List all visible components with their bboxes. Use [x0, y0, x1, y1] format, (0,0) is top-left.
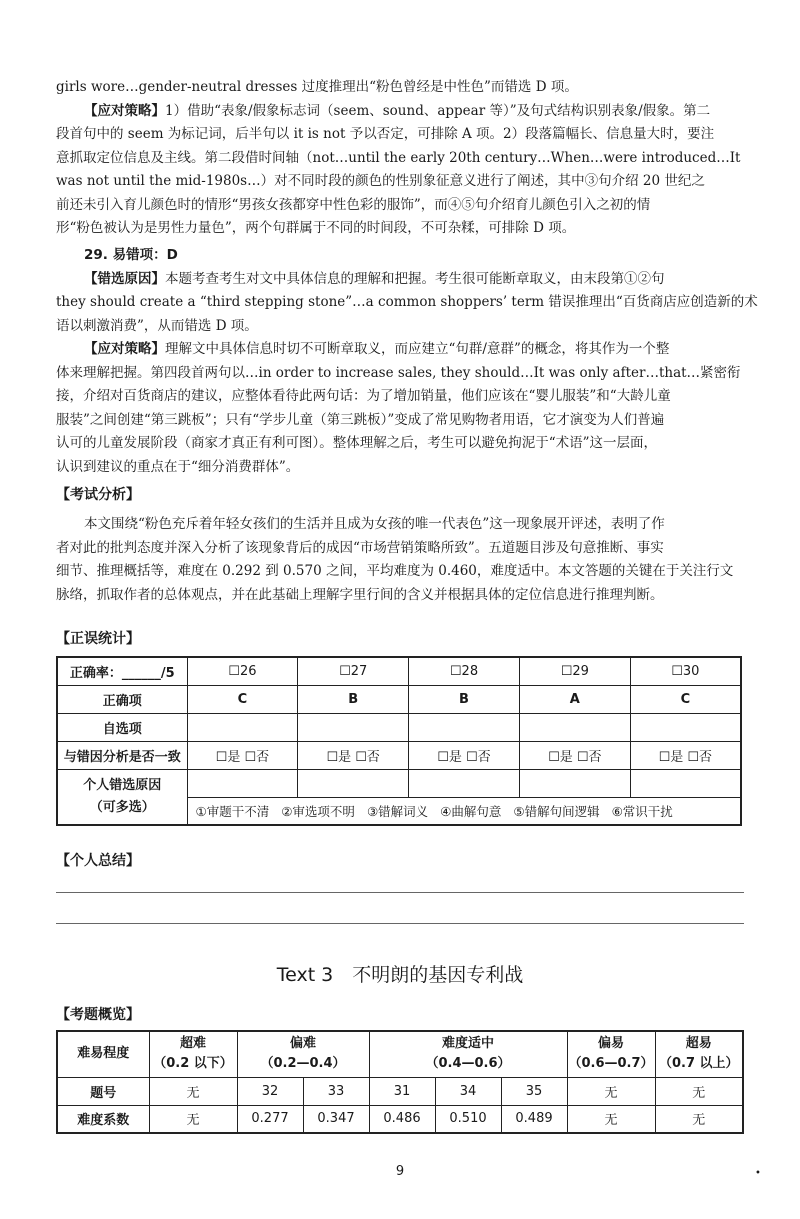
text-line: 意抓取定位信息及主线。第二段借时间轴（not…until the early 20th century…When…were introduced…It	[56, 149, 741, 166]
table-row	[57, 1077, 743, 1105]
level-range: （0.2—0.4）	[260, 1056, 346, 1072]
yes-no-checkbox[interactable]: ☐是 ☐否	[630, 741, 741, 769]
difficulty-row-label: 难易程度	[57, 1031, 149, 1077]
consistency-label: 与错因分析是否一致	[57, 741, 187, 769]
level-name: 偏难	[289, 1036, 316, 1052]
question-checkbox-27[interactable]: ☐27	[298, 657, 409, 685]
text-span: 本题考查考生对文中具体信息的理解和把握。考生很可能断章取义，由末段第①②句	[165, 270, 665, 287]
level-name: 偏易	[597, 1036, 624, 1052]
answer-cell: B	[409, 685, 520, 713]
reason-input[interactable]	[630, 769, 741, 797]
stats-table	[56, 656, 742, 826]
strategy-label: 【应对策略】	[84, 341, 165, 357]
reason-option[interactable]: ①审题干不清	[195, 803, 270, 819]
level-very-hard	[149, 1031, 237, 1077]
self-choice-input[interactable]	[187, 713, 298, 741]
text-line	[56, 268, 746, 292]
text-line: 语以刺激消费”，从而错选 D 项。	[56, 317, 258, 334]
text-line: 接，介绍对百货商店的建议，应整体看待此两句话：为了增加销量，他们应该在“婴儿服装”和“大龄儿童	[56, 388, 671, 404]
table-cell: 无	[567, 1105, 655, 1133]
reason-input[interactable]	[187, 769, 298, 797]
answer-cell: A	[519, 685, 630, 713]
answer-cell: C	[630, 685, 741, 713]
text-line: girls wore…gender-neutral dresses 过度推理出“粉色曾经是中性色”而错选 D 项。	[56, 79, 578, 95]
level-medium	[369, 1031, 567, 1077]
table-row	[57, 657, 741, 685]
level-name: 超易	[685, 1036, 712, 1052]
table-row	[57, 1105, 743, 1133]
self-choice-input[interactable]	[409, 713, 520, 741]
reason-option[interactable]: ⑥常识干扰	[611, 803, 673, 819]
reason-option[interactable]: ②审选项不明	[281, 803, 355, 819]
text-span: 理解文中具体信息时切不可断章取义，而应建立“句群/意群”的概念，将其作为一个整	[165, 341, 670, 357]
question-checkbox-29[interactable]: ☐29	[519, 657, 630, 685]
text-line: they should create a “third stepping stone”…a common shoppers’ term 错误推理出“百货商店应创造新的术	[56, 294, 758, 310]
reason-input[interactable]	[519, 769, 630, 797]
text-line: 细节、推理概括等，难度在 0.292 到 0.570 之间，平均难度为 0.460，难度适中。本文答题的关键在于关注行文	[56, 563, 734, 579]
text-span: 1）借助“表象/假象标志词（seem、sound、appear 等）”及句式结构识别表象/假象。第二	[165, 102, 711, 119]
strategy-paragraph-28	[56, 76, 746, 241]
question-29-block	[56, 244, 758, 479]
table-cell: 0.347	[303, 1105, 369, 1133]
table-cell: 31	[369, 1077, 435, 1105]
text-line: 本文围绕“粉色充斥着年轻女孩们的生活并且成为女孩的唯一代表色”这一现象展开评述，表明了作	[84, 516, 665, 532]
reason-option[interactable]: ④曲解句意	[440, 803, 502, 819]
level-very-easy	[655, 1031, 743, 1077]
yes-no-checkbox[interactable]: ☐是 ☐否	[298, 741, 409, 769]
reason-label-line: 个人错选原因	[83, 777, 162, 793]
table-cell: 无	[655, 1077, 743, 1105]
table-cell: 无	[149, 1105, 237, 1133]
level-name: 难度适中	[441, 1036, 494, 1052]
error-reason-label: 【错选原因】	[84, 270, 165, 287]
summary-heading: 【个人总结】	[56, 853, 140, 869]
text-line: 认可的儿童发展阶段（商家才真正有利可图）。整体理解之后，考生可以避免拘泥于“术语”这一层面，	[56, 435, 658, 451]
reason-label	[57, 769, 187, 825]
answer-label: 正确项	[57, 685, 187, 713]
table-cell: 无	[567, 1077, 655, 1105]
level-range: （0.7 以上）	[658, 1056, 739, 1072]
text-line: 前还未引入育儿颜色时的情形“男孩女孩都穿中性色彩的服饰”，而④⑤句介绍育儿颜色引入之初的情	[56, 196, 651, 213]
level-range: （0.2 以下）	[153, 1056, 233, 1072]
text-line	[56, 100, 746, 124]
coef-row-label: 难度系数	[57, 1105, 149, 1133]
strategy-label: 【应对策略】	[84, 102, 165, 119]
summary-writing-line[interactable]	[56, 923, 744, 924]
text-line: 体来理解把握。第四段首两句以…in order to increase sales, they should…It was only after…that…紧密衔	[56, 364, 741, 381]
analysis-paragraph	[56, 513, 746, 607]
text-line	[56, 338, 746, 362]
reason-options	[187, 797, 741, 825]
qnum-row-label: 题号	[57, 1077, 149, 1105]
analysis-heading: 【考试分析】	[56, 487, 140, 503]
text-line: 者对此的批判态度并深入分析了该现象背后的成因“市场营销策略所致”。五道题目涉及句意推断、事实	[56, 539, 664, 556]
question-29-heading: 29. 易错项：D	[84, 247, 178, 263]
reason-option[interactable]: ⑤错解句间逻辑	[513, 803, 600, 819]
table-cell: 32	[237, 1077, 303, 1105]
question-checkbox-26[interactable]: ☐26	[187, 657, 298, 685]
text-line: 认识到建议的重点在于“细分消费群体”。	[56, 458, 300, 475]
difficulty-table	[56, 1030, 744, 1134]
self-choice-label: 自选项	[57, 713, 187, 741]
text-line: 段首句中的 seem 为标记词，后半句以 it is not 予以否定，可排除 A 项。2）段落篇幅长、信息量大时，要注	[56, 126, 715, 142]
summary-writing-line[interactable]	[56, 892, 744, 893]
text-line: 脉络，抓取作者的总体观点，并在此基础上理解字里行间的含义并根据具体的定位信息进行推理判断。	[56, 586, 664, 603]
reason-label-line: （可多选）	[89, 799, 155, 815]
yes-no-checkbox[interactable]: ☐是 ☐否	[187, 741, 298, 769]
self-choice-input[interactable]	[298, 713, 409, 741]
level-range: （0.6—0.7）	[568, 1056, 654, 1072]
self-choice-input[interactable]	[519, 713, 630, 741]
stats-heading: 【正误统计】	[56, 631, 140, 647]
text-line: 服装”之间创建“第三跳板”；只有“学步儿童（第三跳板）”变成了常见购物者用语，它才演变为人们普遍	[56, 411, 665, 428]
table-cell: 无	[655, 1105, 743, 1133]
question-checkbox-30[interactable]: ☐30	[630, 657, 741, 685]
table-cell: 35	[501, 1077, 567, 1105]
table-row	[57, 685, 741, 713]
table-row	[57, 1031, 743, 1077]
level-hard	[237, 1031, 369, 1077]
table-cell: 无	[149, 1077, 237, 1105]
answer-cell: B	[298, 685, 409, 713]
accuracy-label: 正确率：______/5	[57, 657, 187, 685]
table-cell: 0.486	[369, 1105, 435, 1133]
question-checkbox-28[interactable]: ☐28	[409, 657, 520, 685]
table-cell: 0.277	[237, 1105, 303, 1133]
reason-option[interactable]: ③错解词义	[366, 803, 429, 819]
level-range: （0.4—0.6）	[425, 1056, 511, 1072]
level-easy	[567, 1031, 655, 1077]
table-cell: 0.510	[435, 1105, 501, 1133]
answer-cell: C	[187, 685, 298, 713]
table-row	[57, 713, 741, 741]
table-cell: 34	[435, 1077, 501, 1105]
self-choice-input[interactable]	[630, 713, 741, 741]
text-line: was not until the mid-1980s…）对不同时段的颜色的性别象征意义进行了阐述，其中③句介绍 20 世纪之	[56, 173, 705, 189]
level-name: 超难	[179, 1036, 206, 1052]
table-row	[57, 741, 741, 769]
table-cell: 33	[303, 1077, 369, 1105]
page-number: 9	[395, 1164, 405, 1179]
table-row	[57, 769, 741, 797]
yes-no-checkbox[interactable]: ☐是 ☐否	[409, 741, 520, 769]
reason-input[interactable]	[298, 769, 409, 797]
page-dot: •	[755, 1168, 761, 1179]
yes-no-checkbox[interactable]: ☐是 ☐否	[519, 741, 630, 769]
reason-input[interactable]	[409, 769, 520, 797]
table-cell: 0.489	[501, 1105, 567, 1133]
text-line: 形“粉色被认为是男性力量色”，两个句群属于不同的时间段，不可杂糅，可排除 D 项。	[56, 220, 576, 236]
text3-title: Text 3 不明朗的基因专利战	[276, 964, 524, 986]
overview-heading: 【考题概览】	[56, 1007, 140, 1023]
